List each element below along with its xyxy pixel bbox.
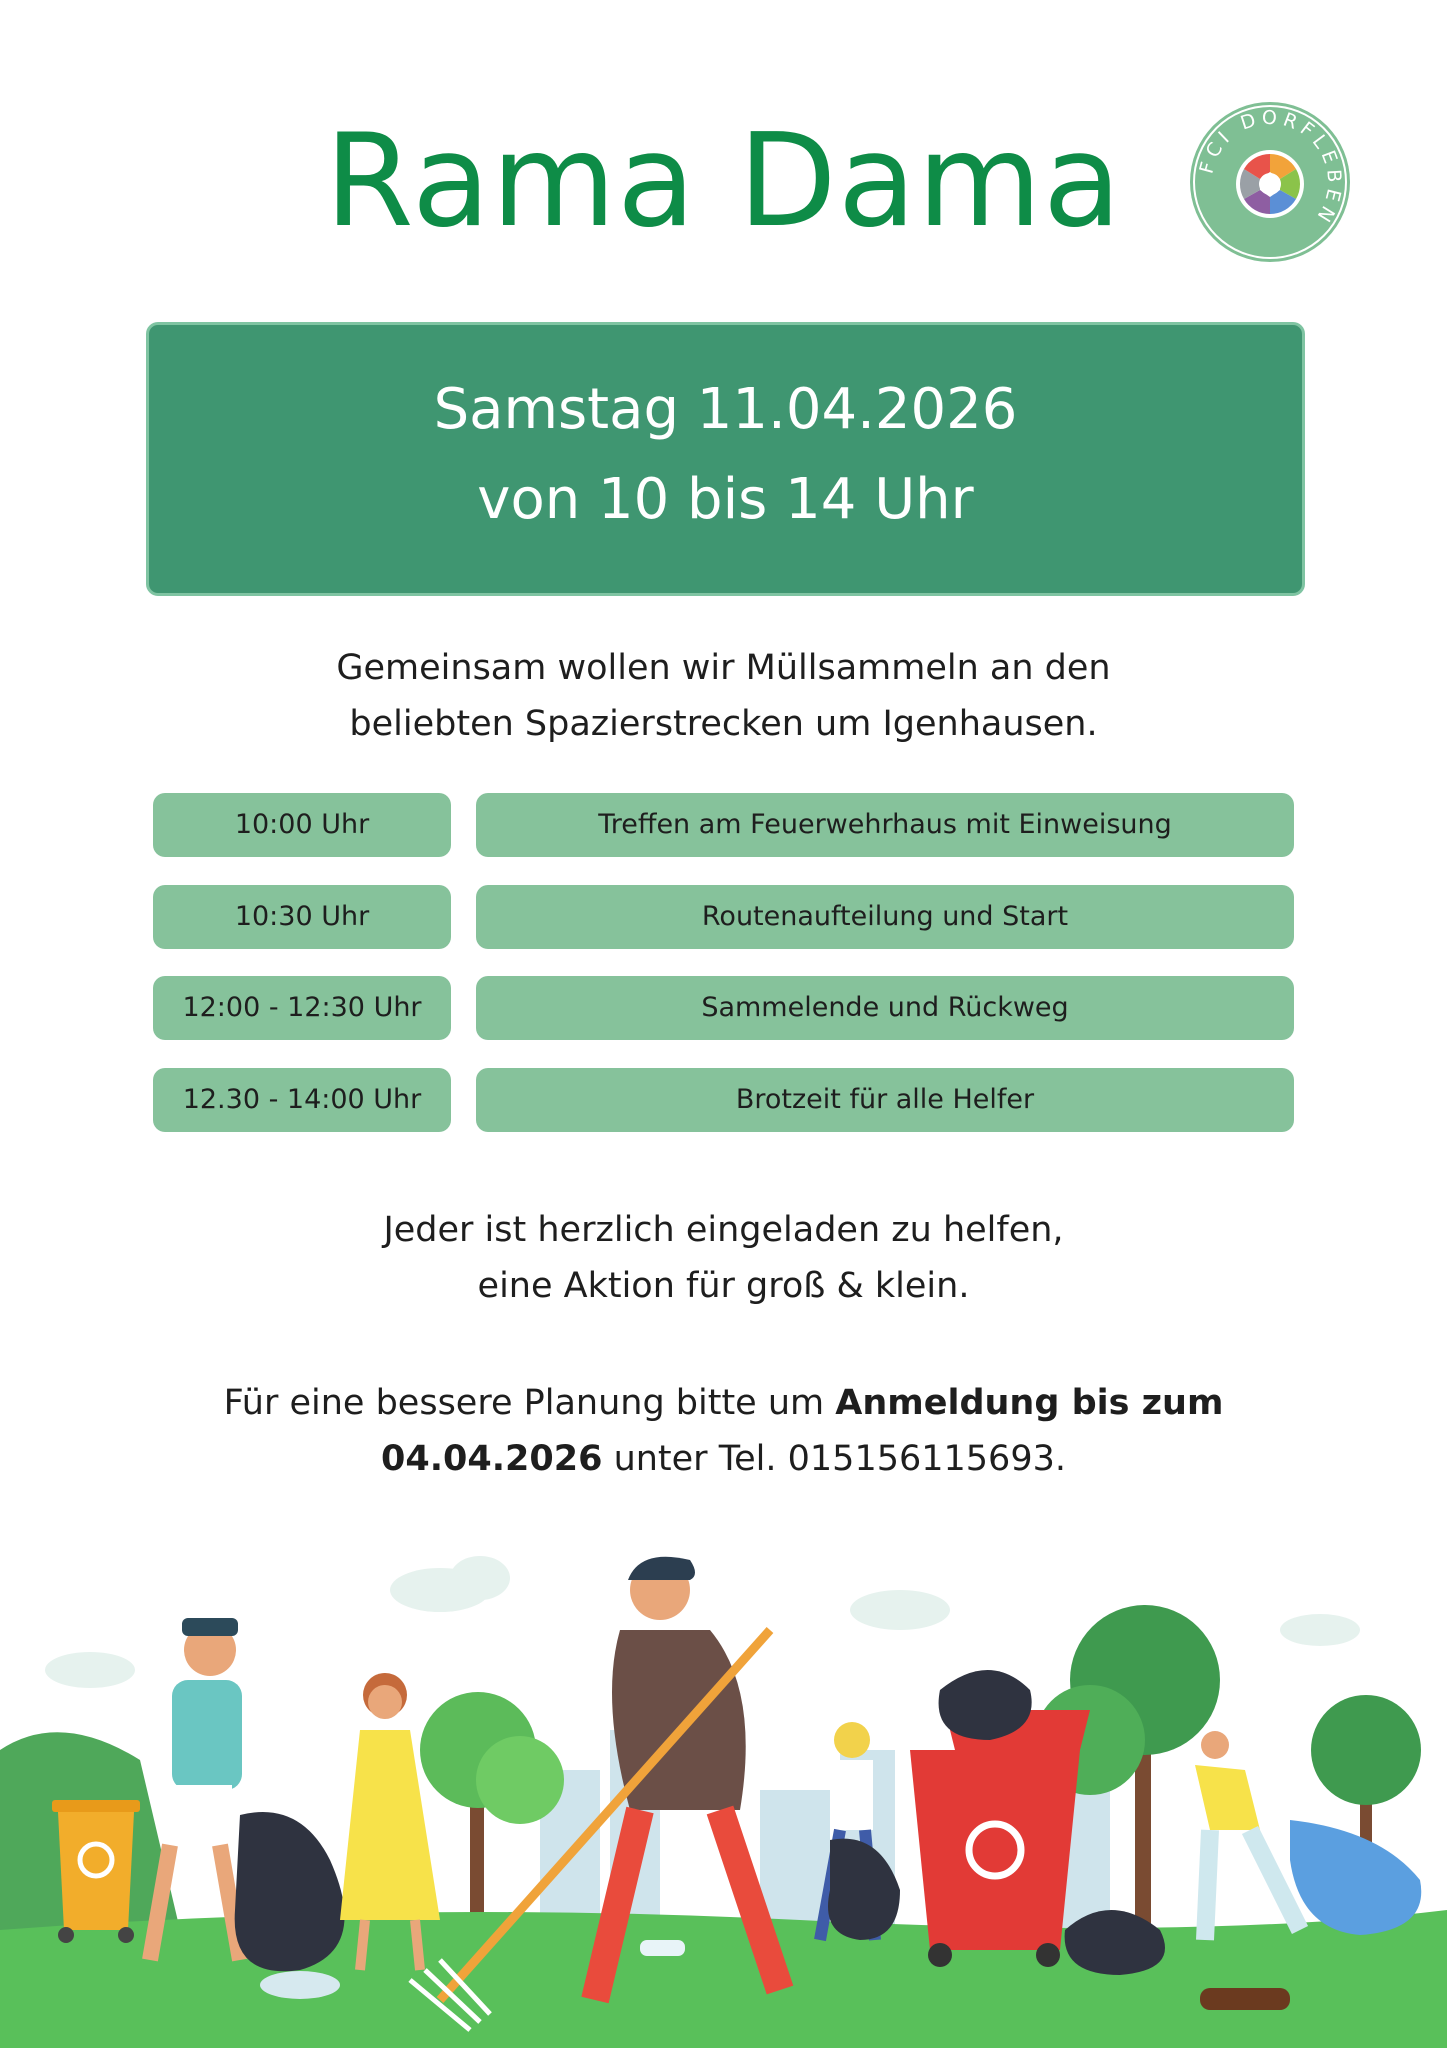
- schedule-desc-3: Sammelende und Rückweg: [476, 976, 1294, 1040]
- garbage-bag-icon: [235, 1812, 345, 1971]
- fci-dorfleben-logo: [1188, 100, 1352, 264]
- registration-deadline-label: Anmeldung bis zum: [835, 1383, 1224, 1423]
- bottle-icon: [1200, 1988, 1290, 2010]
- event-time: von 10 bis 14 Uhr: [477, 467, 974, 532]
- svg-text:FCI DORFLEBEN: FCI DORFLEBEN: [1195, 106, 1346, 230]
- invite-text: Jeder ist herzlich eingeladen zu helfen, eine Aktion für groß & klein.: [383, 1210, 1064, 1306]
- registration-deadline-date: 04.04.2026: [381, 1439, 603, 1479]
- event-date: Samstag 11.04.2026: [433, 377, 1018, 442]
- registration-text: Für eine bessere Planung bitte um Anmeldung bis zum 04.04.2026 unter Tel. 015156115693.: [223, 1383, 1224, 1479]
- schedule-time-1: 10:00 Uhr: [153, 793, 451, 857]
- event-date-box: [146, 322, 1305, 596]
- schedule-desc-2: Routenaufteilung und Start: [476, 885, 1294, 949]
- schedule-time-2: 10:30 Uhr: [153, 885, 451, 949]
- recycling-bag-icon: [1290, 1820, 1421, 1935]
- schedule-desc-1: Treffen am Feuerwehrhaus mit Einweisung: [476, 793, 1294, 857]
- helper-person-1: [150, 1618, 242, 1960]
- page-title: Rama Dama: [324, 107, 1123, 256]
- bottle-icon: [640, 1940, 685, 1956]
- schedule-desc-4: Brotzeit für alle Helfer: [476, 1068, 1294, 1132]
- litter-paper: [260, 1971, 340, 1999]
- schedule-time-3: 12:00 - 12:30 Uhr: [153, 976, 451, 1040]
- ground: [0, 1910, 1447, 2048]
- cleanup-illustration: [0, 1530, 1447, 2048]
- schedule-time-4: 12.30 - 14:00 Uhr: [153, 1068, 451, 1132]
- recycling-bin-icon: [52, 1800, 140, 1943]
- intro-text: Gemeinsam wollen wir Müllsammeln an den beliebten Spazierstrecken um Igenhausen.: [336, 648, 1111, 744]
